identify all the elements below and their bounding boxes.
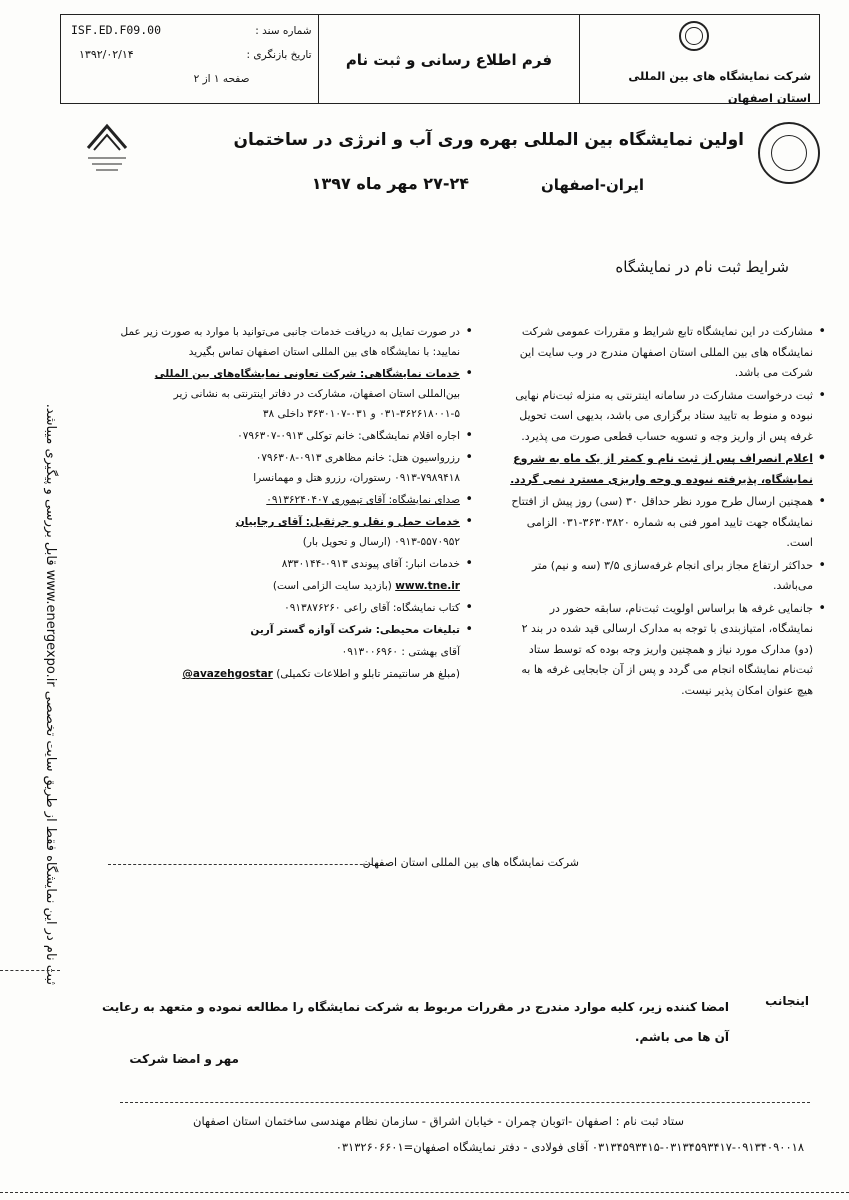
service-item: • صدای نمایشگاه: آقای تیموری ۰۹۱۳۶۲۴۰۴۰۷ bbox=[114, 490, 460, 510]
service-item: • خدمات نمایشگاهی: شرکت تعاونی نمایشگاه‌های بین المللی بین‌المللی استان اصفهان، مشارکت در دفاتر اینترنتی به نشانی زیر ۰۳۱-۳۶۲۶۱۸۰۰۱-۵ و ۰۳۱-۳۶۳۰۱۰۷ داخلی ۳۸ bbox=[114, 364, 460, 424]
services-column bbox=[114, 322, 474, 686]
service-item: • خدمات انبار: آقای پیوندی ۰۹۱۳-۸۳۳۰۱۴۴ bbox=[114, 554, 460, 574]
exhibition-globe-logo-icon bbox=[758, 122, 820, 184]
condition-item: • ثبت درخواست مشارکت در سامانه اینترنتی به منزله ثبت‌نام نهایی نبوده و منوط به تایید ستاد برگزاری می باشد، بدیهی است تحویل غرفه پس از واریز وجه و تسویه حساب قطعی صورت می پذیرد. bbox=[505, 386, 813, 448]
website-link[interactable]: www.tne.ir bbox=[395, 580, 460, 592]
revision-label: تاریخ بازنگری : bbox=[246, 49, 312, 61]
condition-item: • مشارکت در این نمایشگاه تابع شرایط و مقررات عمومی شرکت نمایشگاه های بین المللی استان اصفهان مندرج در وب سایت این شرکت می باشد. bbox=[505, 322, 813, 384]
condition-item: • اعلام انصراف پس از ثبت نام و کمتر از یک ماه به شروع نمایشگاه، پذیرفته نبوده و وجه واریزی مسترد نمی گردد. bbox=[505, 449, 813, 490]
conditions-column bbox=[505, 322, 827, 703]
footer-address: ستاد ثبت نام : اصفهان -اتوبان چمران - خیابان اشراق - سازمان نظام مهندسی ساختمان استان اصفهان bbox=[193, 1114, 684, 1128]
service-item: • خدمات حمل و نقل و جرثقیل: آقای رجاییان ۰۹۱۳-۵۵۷۰۹۵۲ (ارسال و تحویل بار) bbox=[114, 512, 460, 552]
engineering-organization-logo-icon bbox=[82, 118, 132, 176]
declaration-text: امضا کننده زیر، کلیه موارد مندرج در مقررات مربوط به شرکت نمایشگاه را مطالعه نموده و متعهد به رعایت آن ها می باشم. bbox=[102, 1000, 729, 1044]
email-link[interactable]: avazehgostar@ bbox=[182, 668, 273, 680]
page-number: صفحه ۱ از ۲ bbox=[193, 73, 250, 85]
condition-item: • جانمایی غرفه ها براساس اولویت ثبت‌نام، سابقه حضور در نمایشگاه، امتیازبندی با توجه به مدارک ارسالی قید شده در بند ۲ (دو) مدارک مورد نیاز و همچنین واریز وجه بوده که توسط ستاد ثبت‌نام نمایشگاه انجام می گردد و پس از آن جابجایی غرفه ها به هیچ عنوان امکان پذیر نیست. bbox=[505, 599, 813, 702]
company-signature-line: شرکت نمایشگاه های بین المللی استان اصفهان bbox=[362, 856, 579, 869]
section-heading: شرایط ثبت نام در نمایشگاه bbox=[615, 258, 789, 276]
exhibition-location: ایران-اصفهان bbox=[540, 176, 644, 194]
revision-date: ۱۳۹۲/۰۲/۱۴ bbox=[79, 48, 134, 61]
footer-dotted-line bbox=[120, 1102, 810, 1103]
company-name: شرکت نمایشگاه های بین المللی استان اصفهان bbox=[628, 69, 811, 105]
service-item: • رزرواسیون هتل: خانم مظاهری ۰۹۱۳-۰۷۹۶۳۰۸ ۰۹۱۳-۷۹۸۹۴۱۸ رستوران، رزرو هتل و مهمانسرا bbox=[114, 448, 460, 488]
margin-dashed-line bbox=[0, 970, 60, 971]
footer-phones: ۰۳۱۳۴۵۹۳۴۱۵-۰۳۱۳۴۵۹۳۴۱۷-۰۹۱۳۴۰۹۰۰۱۸ آقای فولادی - دفتر نمایشگاه اصفهان=۰۳۱۳۲۶۰۶۶۰۱ bbox=[335, 1140, 804, 1154]
header-table bbox=[60, 14, 820, 104]
document-info-cell bbox=[61, 15, 319, 104]
doc-number-label: شماره سند : bbox=[255, 25, 312, 37]
service-contact: آقای بهشتی : ۰۹۱۳۰۰۶۹۶۰ bbox=[341, 646, 460, 658]
service-contact: (مبلغ هر سانتیمتر تابلو و اطلاعات تکمیلی) avazehgostar@ bbox=[182, 668, 460, 680]
company-cell bbox=[580, 15, 820, 104]
vertical-website-note: ثبت نام در این نمایشگاه فقط از طریق سایت تخصصی www.energexpo.ir قابل بررسی و پیگیری میباشد. bbox=[43, 403, 58, 985]
form-title-cell bbox=[318, 15, 580, 104]
service-item: • کتاب نمایشگاه: آقای راعی ۰۹۱۳۸۷۶۲۶۰ bbox=[114, 598, 460, 618]
service-item: • تبلیغات محیطی: شرکت آوازه گستر آرین bbox=[114, 620, 460, 640]
exhibition-dates: ۲۷-۲۴ مهر ماه ۱۳۹۷ bbox=[311, 174, 469, 193]
condition-item: • همچنین ارسال طرح مورد نظر حداقل ۳۰ (سی) روز پیش از افتتاح نمایشگاه جهت تایید امور فنی به شماره ۳۶۳۰۳۸۲۰-۰۳۱ الزامی است. bbox=[505, 492, 813, 554]
service-intro: • در صورت تمایل به دریافت خدمات جانبی می‌توانید با موارد به صورت زیر عمل نمایید: با نمایشگاه های بین المللی استان اصفهان تماس بگیرید bbox=[114, 322, 460, 362]
service-item: • اجاره اقلام نمایشگاهی: خانم توکلی ۰۹۱۳-۰۷۹۶۳۰۷ bbox=[114, 426, 460, 446]
declaration-label: اینجانب bbox=[765, 994, 809, 1008]
website-link-item: www.tne.ir (بازدید سایت الزامی است) bbox=[272, 580, 460, 592]
signature-dotted-line bbox=[108, 864, 383, 865]
condition-item: • حداکثر ارتفاع مجاز برای انجام غرفه‌سازی ۳/۵ (سه و نیم) متر می‌باشد. bbox=[505, 556, 813, 597]
seal-and-signature-label: مهر و امضا شرکت bbox=[129, 1052, 239, 1066]
doc-code: ISF.ED.F09.00 bbox=[71, 23, 162, 37]
bottom-edge-line bbox=[0, 1192, 849, 1193]
exhibition-title: اولین نمایشگاه بین المللی بهره وری آب و انرژی در ساختمان bbox=[233, 130, 744, 150]
form-title: فرم اطلاع رسانی و ثبت نام bbox=[345, 50, 553, 69]
company-logo-icon bbox=[679, 21, 709, 51]
